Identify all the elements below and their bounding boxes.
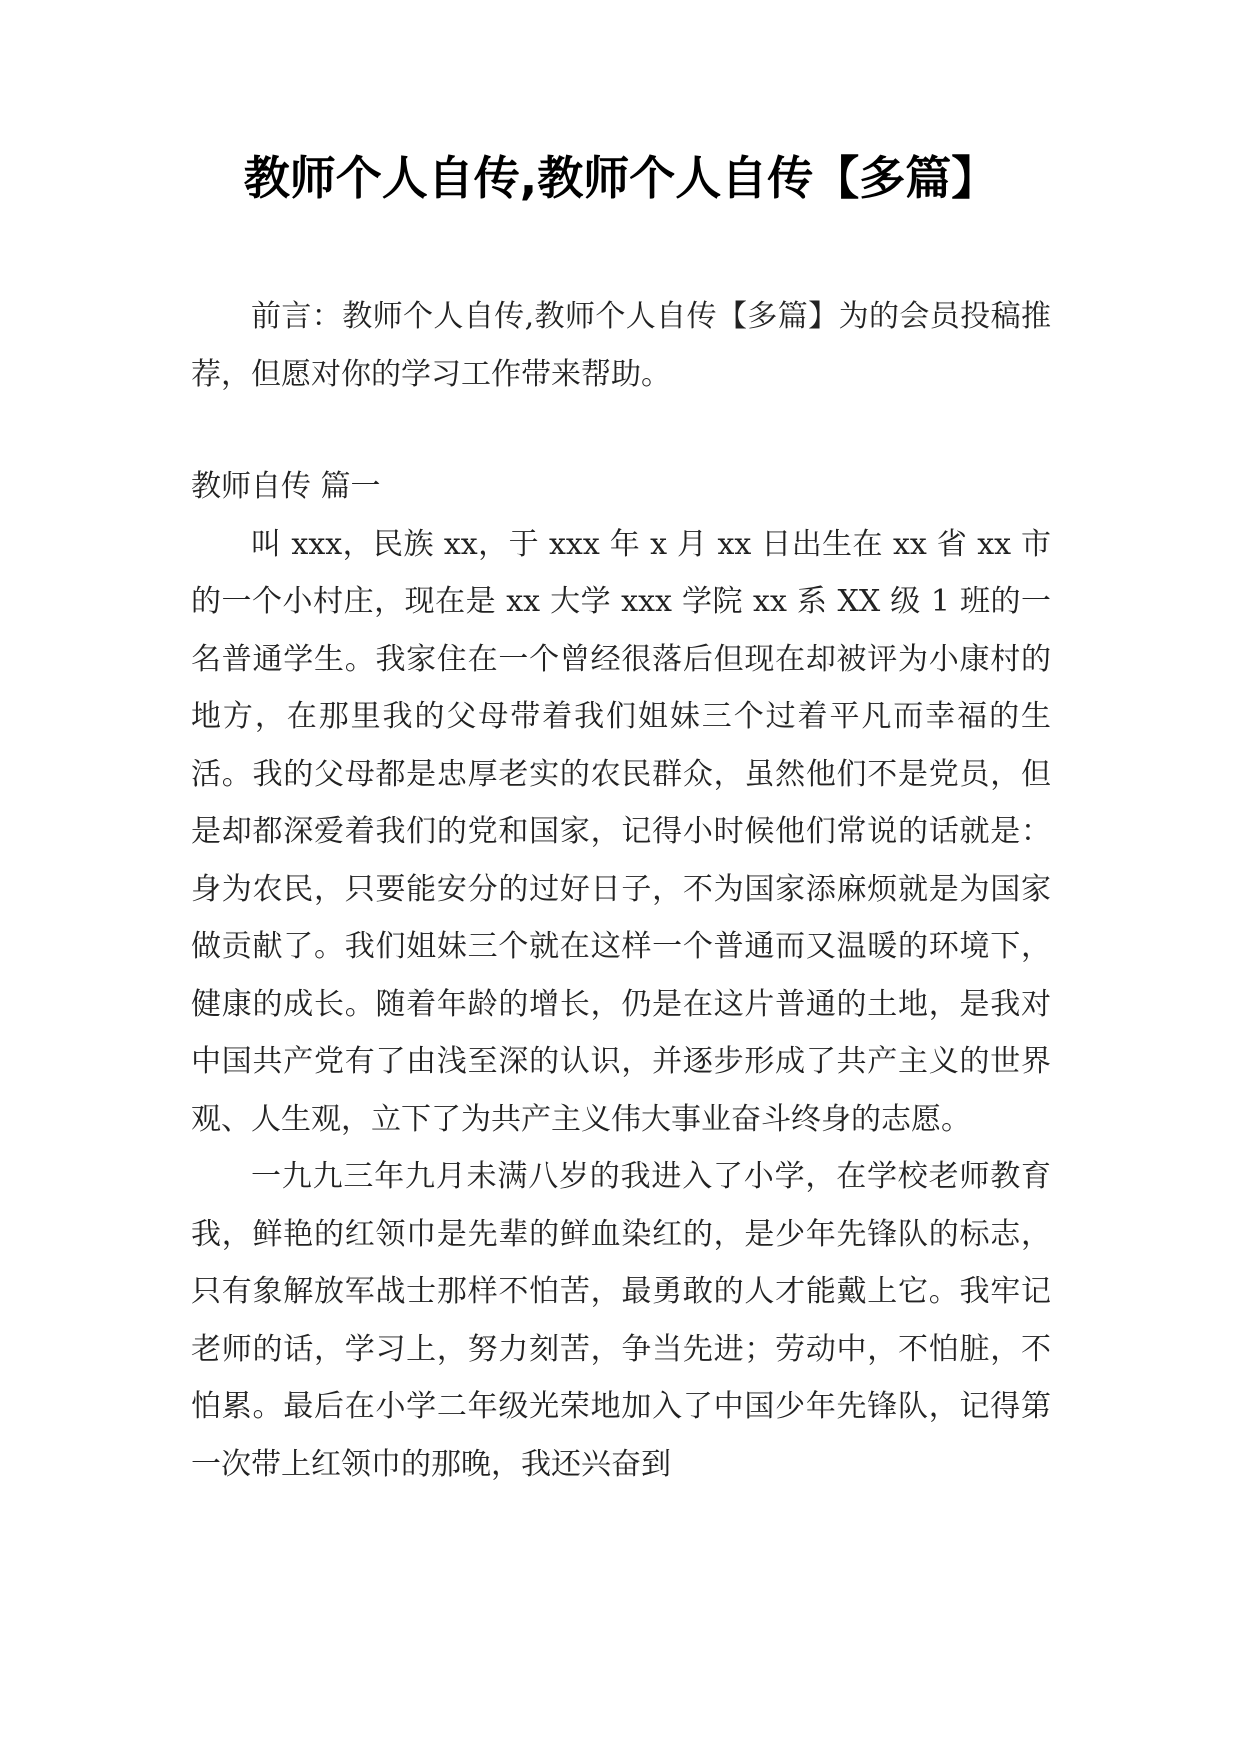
preface-paragraph: 前言：教师个人自传,教师个人自传【多篇】为的会员投稿推荐，但愿对你的学习工作带来帮助。 <box>191 299 1051 392</box>
document-body <box>191 288 1051 1493</box>
section-heading: 教师自传 篇一 <box>191 469 381 504</box>
body-paragraph-2: 一九九三年九月未满八岁的我进入了小学，在学校老师教育我，鲜艳的红领巾是先辈的鲜血染红的，是少年先锋队的标志，只有象解放军战士那样不怕苦，最勇敢的人才能戴上它。我牢记老师的话，学习上，努力刻苦，争当先进；劳动中，不怕脏，不怕累。最后在小学二年级光荣地加入了中国少年先锋队，记得第一次带上红领巾的那晚，我还兴奋到 <box>191 1159 1051 1482</box>
document-title: 教师个人自传,教师个人自传【多篇】 <box>243 151 998 205</box>
body-paragraph-1: 叫 xxx，民族 xx，于 xxx 年 x 月 xx 日出生在 xx 省 xx 市的一个小村庄，现在是 xx 大学 xxx 学院 xx 系 XX 级 1 班的一名普通学生。我家住在一个曾经很落后但现在却被评为小康村的地方，在那里我的父母带着我们姐妹三个过着平凡而幸福的生活。我的父母都是忠厚老实的农民群众，虽然他们不是党员，但是却都深爱着我们的党和国家，记得小时候他们常说的话就是：身为农民，只要能安分的过好日子，不为国家添麻烦就是为国家做贡献了。我们姐妹三个就在这样一个普通而又温暖的环境下，健康的成长。随着年龄的增长，仍是在这片普通的土地，是我对中国共产党有了由浅至深的认识，并逐步形成了共产主义的世界观、人生观，立下了为共产主义伟大事业奋斗终身的志愿。 <box>191 526 1051 1137</box>
